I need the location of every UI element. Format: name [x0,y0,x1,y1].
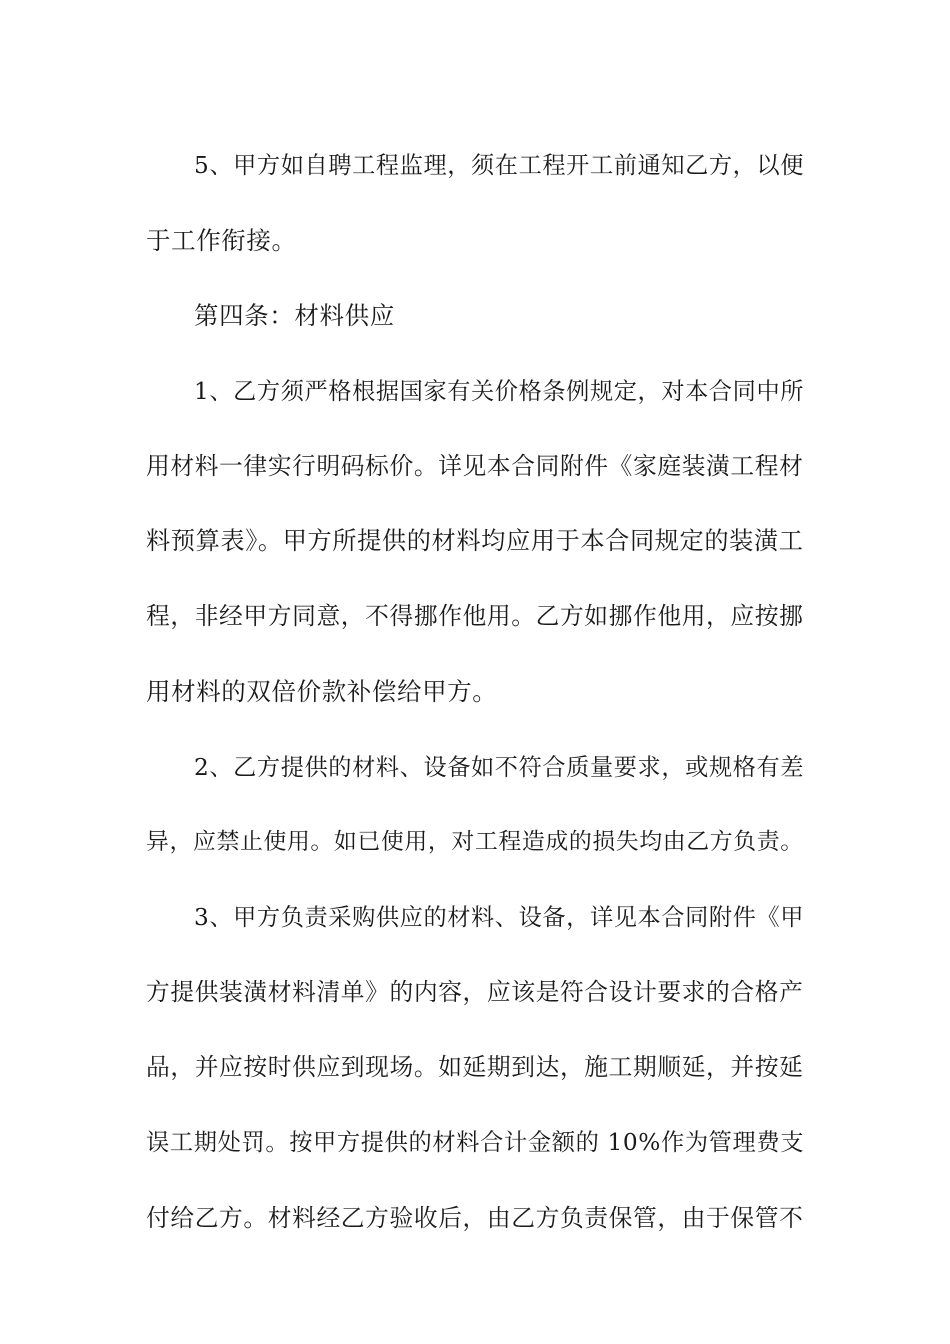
contract-text-body [146,128,810,1256]
text-line: 方提供装潢材料清单》的内容，应该是符合设计要求的合格产 [146,978,804,1007]
text-line: 1、乙方须严格根据国家有关价格条例规定，对本合同中所 [194,377,805,405]
text-line: 料预算表》。甲方所提供的材料均应用于本合同规定的装潢工 [146,526,804,555]
text-line: 程，非经甲方同意，不得挪作他用。乙方如挪作他用，应按挪 [146,602,804,631]
text-line: 于工作衔接。 [146,226,297,256]
text-line: 用材料一律实行明码标价。详见本合同附件《家庭装潢工程材 [146,451,804,480]
text-line: 异，应禁止使用。如已使用，对工程造成的损失均由乙方负责。 [146,828,804,855]
text-line: 误工期处罚。按甲方提供的材料合计金额的 10%作为管理费支 [146,1129,805,1157]
text-line: 3、甲方负责采购供应的材料、设备，详见本合同附件《甲 [194,903,805,931]
text-line: 付给乙方。材料经乙方验收后，由乙方负责保管，由于保管不 [146,1203,804,1232]
section-heading: 第四条：材料供应 [194,301,395,331]
text-line: 用材料的双倍价款补偿给甲方。 [146,677,498,707]
text-line: 品，并应按时供应到现场。如延期到达，施工期顺延，并按延 [146,1053,804,1082]
text-line: 2、乙方提供的材料、设备如不符合质量要求，或规格有差 [194,753,805,781]
text-line: 5、甲方如自聘工程监理，须在工程开工前通知乙方，以便 [194,152,805,179]
